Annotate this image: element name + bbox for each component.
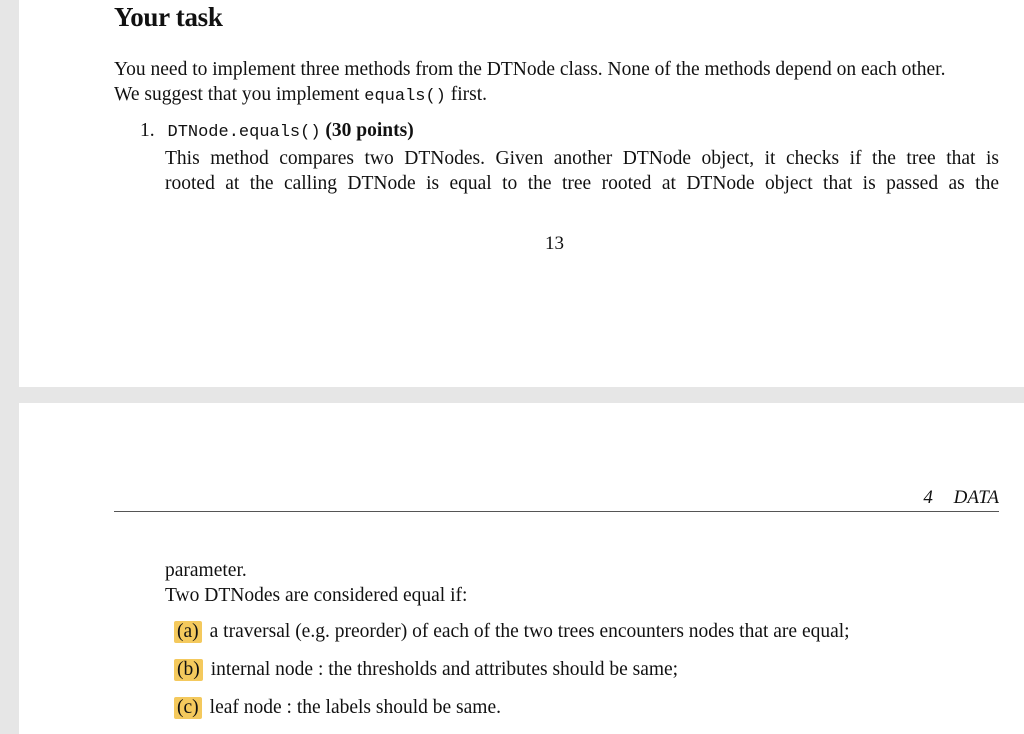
condition-text: internal node : the thresholds and attributes should be same; bbox=[210, 659, 679, 680]
conditions-intro: Two DTNodes are considered equal if: bbox=[165, 585, 468, 606]
condition-label-a: (a) bbox=[174, 621, 202, 643]
description-line-2: rooted at the calling DTNode is equal to the tree rooted at DTNode object that is passed as the bbox=[165, 173, 999, 194]
list-item-1-description bbox=[165, 146, 999, 196]
intro-paragraph-line-1: You need to implement three methods from the DTNode class. None of the methods depend on each other. bbox=[114, 59, 946, 80]
document-page-bottom bbox=[19, 403, 1024, 734]
document-page-top bbox=[19, 0, 1024, 387]
intro-prefix: We suggest that you implement bbox=[114, 84, 365, 105]
inline-code-equals: equals() bbox=[364, 87, 446, 106]
running-header bbox=[923, 487, 999, 509]
intro-suffix: first. bbox=[445, 84, 488, 105]
section-title: Your task bbox=[114, 2, 223, 32]
list-item-number: 1. bbox=[140, 120, 155, 141]
condition-item bbox=[174, 697, 501, 719]
condition-text: leaf node : the labels should be same. bbox=[209, 697, 501, 718]
list-item-1-heading bbox=[140, 120, 414, 142]
continued-text: parameter. bbox=[165, 560, 247, 581]
header-section-title: DATA bbox=[953, 487, 999, 508]
intro-paragraph-line-2 bbox=[114, 82, 487, 109]
condition-label-b: (b) bbox=[174, 659, 203, 681]
condition-text: a traversal (e.g. preorder) of each of the two trees encounters nodes that are equal; bbox=[209, 621, 850, 642]
condition-item bbox=[174, 621, 850, 643]
header-section-number: 4 bbox=[923, 487, 933, 508]
page-number: 13 bbox=[545, 233, 564, 254]
condition-item bbox=[174, 659, 678, 681]
header-rule bbox=[114, 511, 999, 512]
condition-label-c: (c) bbox=[174, 697, 202, 719]
description-line-1: This method compares two DTNodes. Given another DTNode object, it checks if the tree that is bbox=[165, 148, 999, 169]
method-name-code: DTNode.equals() bbox=[167, 123, 321, 142]
points-label: (30 points) bbox=[325, 120, 414, 141]
